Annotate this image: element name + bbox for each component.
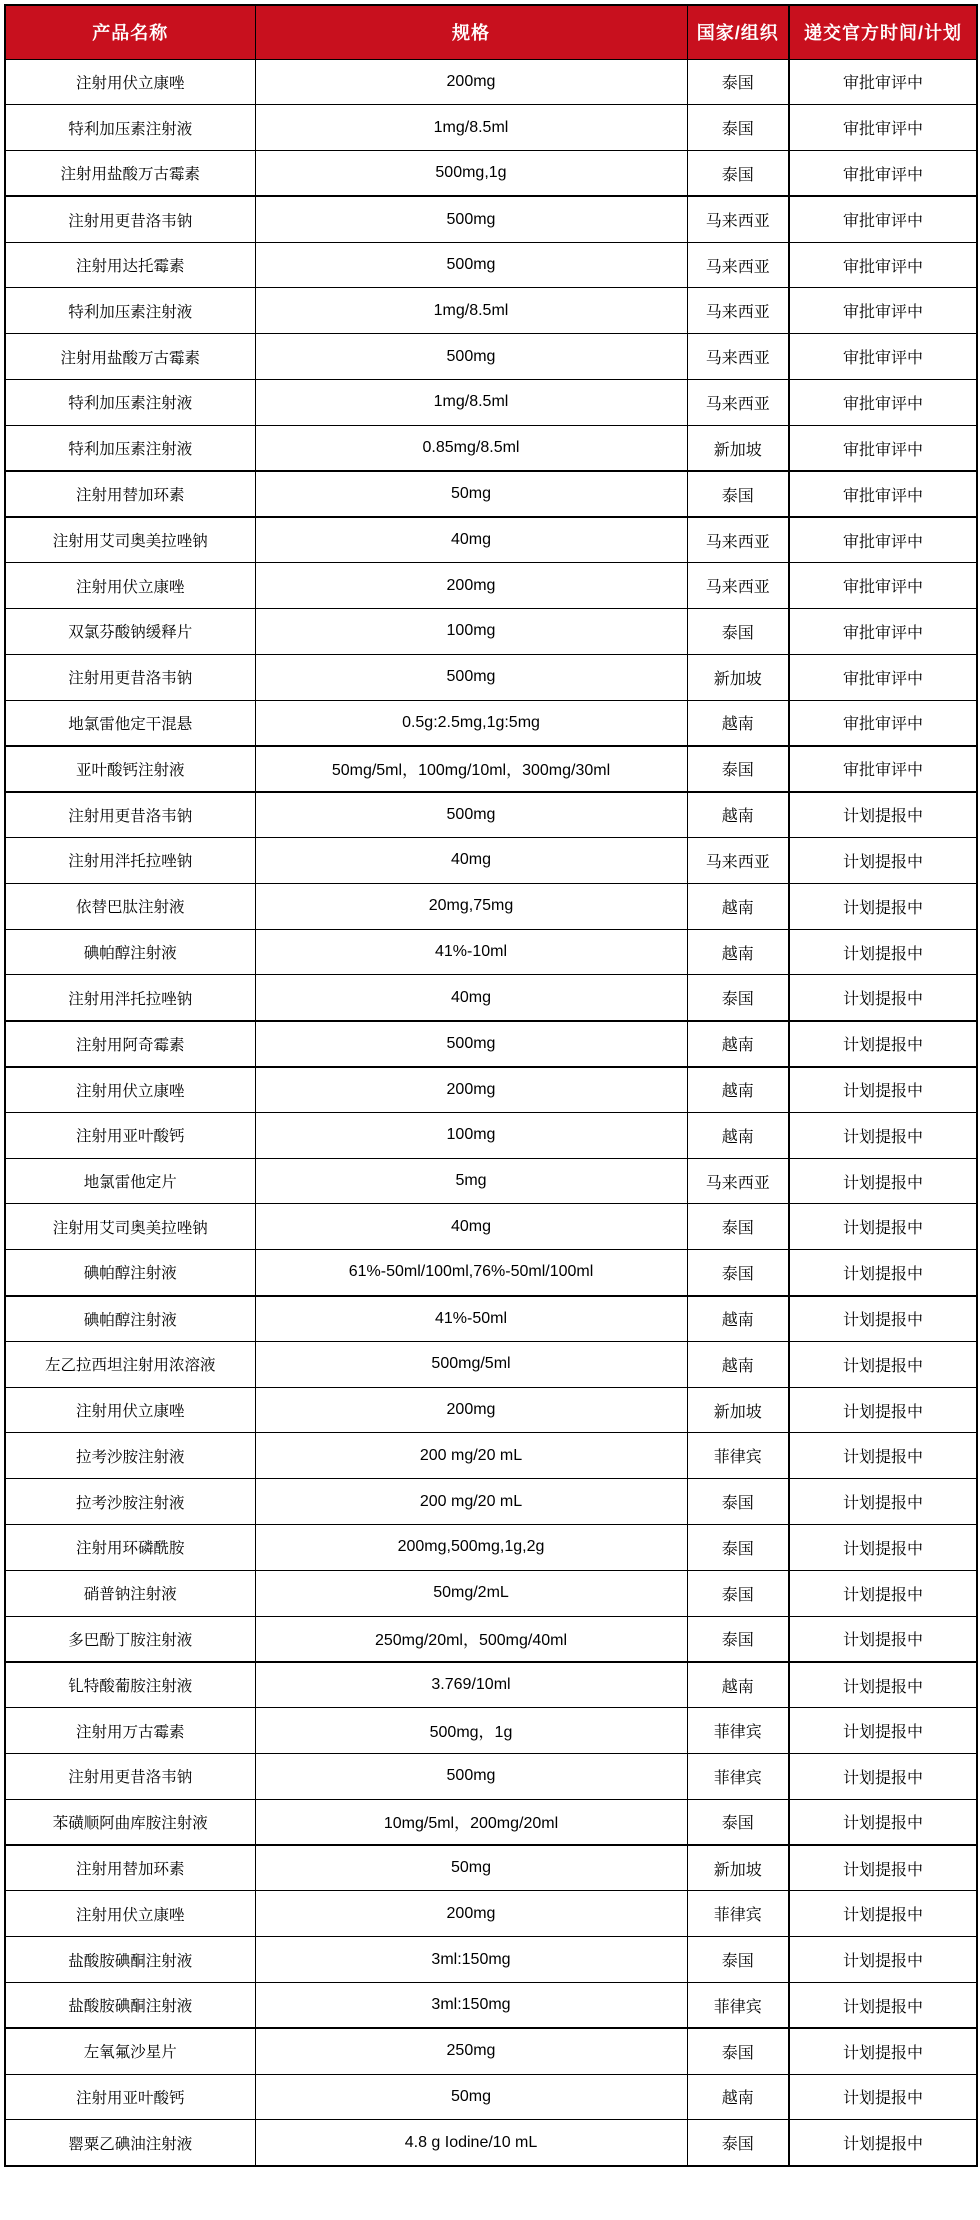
product-name-cell: 盐酸胺碘酮注射液 [5,1937,255,1983]
specification-cell: 200mg [255,1387,687,1433]
specification-cell: 100mg [255,609,687,655]
specification-cell: 50mg [255,1845,687,1891]
country-cell: 泰国 [687,2120,789,2166]
product-name-cell: 碘帕醇注射液 [5,1296,255,1342]
product-name-cell: 拉考沙胺注射液 [5,1479,255,1525]
submission-status-cell: 计划提报中 [789,1891,977,1937]
submission-status-cell: 审批审评中 [789,151,977,197]
submission-status-cell: 计划提报中 [789,1708,977,1754]
table-row [5,1891,977,1937]
submission-status-cell: 计划提报中 [789,1525,977,1571]
country-cell: 新加坡 [687,1845,789,1891]
submission-status-cell: 审批审评中 [789,288,977,334]
product-name-cell: 注射用泮托拉唑钠 [5,838,255,884]
specification-cell: 500mg [255,196,687,242]
specification-cell: 50mg/2mL [255,1570,687,1616]
product-name-cell: 多巴酚丁胺注射液 [5,1616,255,1662]
country-cell: 泰国 [687,1570,789,1616]
country-cell: 马来西亚 [687,196,789,242]
specification-cell: 50mg [255,2074,687,2120]
submission-status-cell: 审批审评中 [789,380,977,426]
product-name-cell: 依替巴肽注射液 [5,883,255,929]
country-cell: 越南 [687,700,789,746]
country-cell: 菲律宾 [687,1708,789,1754]
submission-status-cell: 计划提报中 [789,1753,977,1799]
product-name-cell: 注射用环磷酰胺 [5,1525,255,1571]
country-cell: 越南 [687,2074,789,2120]
country-cell: 菲律宾 [687,1753,789,1799]
country-cell: 菲律宾 [687,1433,789,1479]
specification-cell: 200 mg/20 mL [255,1479,687,1525]
country-cell: 泰国 [687,1799,789,1845]
country-cell: 越南 [687,929,789,975]
table-row [5,746,977,792]
table-row [5,196,977,242]
submission-status-cell: 计划提报中 [789,1158,977,1204]
submission-status-cell: 计划提报中 [789,792,977,838]
product-name-cell: 注射用更昔洛韦钠 [5,792,255,838]
submission-status-cell: 计划提报中 [789,2028,977,2074]
submission-status-cell: 计划提报中 [789,1433,977,1479]
table-row [5,929,977,975]
specification-cell: 200mg [255,1067,687,1113]
specification-cell: 200mg,500mg,1g,2g [255,1525,687,1571]
specification-cell: 500mg，1g [255,1708,687,1754]
table-row [5,380,977,426]
header-row [5,5,977,59]
country-cell: 马来西亚 [687,1158,789,1204]
table-row [5,975,977,1021]
product-name-cell: 注射用伏立康唑 [5,1067,255,1113]
table-row [5,1433,977,1479]
specification-cell: 200 mg/20 mL [255,1433,687,1479]
table-row [5,1341,977,1387]
country-cell: 马来西亚 [687,334,789,380]
specification-cell: 250mg/20ml，500mg/40ml [255,1616,687,1662]
submission-status-cell: 计划提报中 [789,1662,977,1708]
submission-status-cell: 计划提报中 [789,1570,977,1616]
table-row [5,1799,977,1845]
table-row [5,654,977,700]
table-row [5,792,977,838]
submission-status-cell: 计划提报中 [789,1250,977,1296]
table-row [5,1708,977,1754]
country-cell: 泰国 [687,609,789,655]
product-name-cell: 注射用泮托拉唑钠 [5,975,255,1021]
product-name-cell: 特利加压素注射液 [5,425,255,471]
product-name-cell: 注射用更昔洛韦钠 [5,196,255,242]
specification-cell: 20mg,75mg [255,883,687,929]
country-cell: 泰国 [687,1937,789,1983]
table-row [5,1616,977,1662]
submission-status-cell: 计划提报中 [789,975,977,1021]
product-name-cell: 注射用亚叶酸钙 [5,2074,255,2120]
table-row [5,425,977,471]
specification-cell: 1mg/8.5ml [255,105,687,151]
submission-status-cell: 计划提报中 [789,1204,977,1250]
table-row [5,1250,977,1296]
country-cell: 新加坡 [687,654,789,700]
country-cell: 越南 [687,1067,789,1113]
product-name-cell: 注射用阿奇霉素 [5,1021,255,1067]
table-row [5,1753,977,1799]
specification-cell: 40mg [255,1204,687,1250]
product-name-cell: 拉考沙胺注射液 [5,1433,255,1479]
product-name-cell: 注射用盐酸万古霉素 [5,334,255,380]
product-name-cell: 碘帕醇注射液 [5,929,255,975]
product-name-cell: 注射用伏立康唑 [5,59,255,105]
country-cell: 马来西亚 [687,838,789,884]
specification-cell: 200mg [255,563,687,609]
specification-cell: 0.85mg/8.5ml [255,425,687,471]
country-cell: 马来西亚 [687,242,789,288]
submission-status-cell: 审批审评中 [789,700,977,746]
table-row [5,1662,977,1708]
table-row [5,1570,977,1616]
specification-cell: 250mg [255,2028,687,2074]
specification-cell: 500mg [255,334,687,380]
submission-status-cell: 计划提报中 [789,1296,977,1342]
product-name-cell: 注射用更昔洛韦钠 [5,654,255,700]
table-row [5,1845,977,1891]
country-cell: 泰国 [687,105,789,151]
table-row [5,242,977,288]
submission-status-cell: 审批审评中 [789,471,977,517]
country-cell: 越南 [687,1341,789,1387]
table-row [5,1525,977,1571]
specification-cell: 41%-10ml [255,929,687,975]
submission-status-cell: 计划提报中 [789,1021,977,1067]
table-row [5,1296,977,1342]
country-cell: 菲律宾 [687,1982,789,2028]
table-row [5,1112,977,1158]
submission-status-cell: 审批审评中 [789,59,977,105]
product-name-cell: 注射用盐酸万古霉素 [5,151,255,197]
product-name-cell: 左乙拉西坦注射用浓溶液 [5,1341,255,1387]
submission-status-cell: 计划提报中 [789,1387,977,1433]
submission-status-cell: 计划提报中 [789,883,977,929]
product-submission-table [4,4,978,2167]
product-name-cell: 注射用伏立康唑 [5,563,255,609]
table-row [5,2028,977,2074]
country-cell: 泰国 [687,1616,789,1662]
country-cell: 泰国 [687,471,789,517]
specification-cell: 40mg [255,975,687,1021]
product-name-cell: 碘帕醇注射液 [5,1250,255,1296]
product-name-cell: 双氯芬酸钠缓释片 [5,609,255,655]
submission-status-cell: 计划提报中 [789,1799,977,1845]
header-specification: 规格 [255,5,687,59]
country-cell: 马来西亚 [687,288,789,334]
submission-status-cell: 审批审评中 [789,746,977,792]
table-row [5,288,977,334]
submission-status-cell: 审批审评中 [789,563,977,609]
product-name-cell: 盐酸胺碘酮注射液 [5,1982,255,2028]
specification-cell: 0.5g:2.5mg,1g:5mg [255,700,687,746]
country-cell: 新加坡 [687,1387,789,1433]
table-row [5,2074,977,2120]
specification-cell: 50mg/5ml，100mg/10ml，300mg/30ml [255,746,687,792]
table-row [5,1937,977,1983]
country-cell: 菲律宾 [687,1891,789,1937]
table-row [5,59,977,105]
table-row [5,105,977,151]
product-name-cell: 注射用更昔洛韦钠 [5,1753,255,1799]
specification-cell: 500mg [255,1753,687,1799]
table-row [5,1204,977,1250]
country-cell: 越南 [687,792,789,838]
table-body [5,59,977,2166]
product-name-cell: 苯磺顺阿曲库胺注射液 [5,1799,255,1845]
submission-status-cell: 审批审评中 [789,654,977,700]
submission-status-cell: 计划提报中 [789,1067,977,1113]
specification-cell: 1mg/8.5ml [255,380,687,426]
table-row [5,883,977,929]
country-cell: 泰国 [687,1250,789,1296]
specification-cell: 500mg [255,654,687,700]
submission-status-cell: 计划提报中 [789,1616,977,1662]
product-name-cell: 注射用伏立康唑 [5,1387,255,1433]
product-name-cell: 亚叶酸钙注射液 [5,746,255,792]
country-cell: 泰国 [687,1525,789,1571]
submission-status-cell: 审批审评中 [789,105,977,151]
submission-status-cell: 审批审评中 [789,334,977,380]
header-product-name: 产品名称 [5,5,255,59]
country-cell: 越南 [687,1662,789,1708]
country-cell: 泰国 [687,975,789,1021]
submission-status-cell: 计划提报中 [789,1479,977,1525]
submission-status-cell: 审批审评中 [789,609,977,655]
product-name-cell: 注射用亚叶酸钙 [5,1112,255,1158]
table-row [5,563,977,609]
submission-status-cell: 计划提报中 [789,1845,977,1891]
submission-status-cell: 计划提报中 [789,2074,977,2120]
product-name-cell: 特利加压素注射液 [5,380,255,426]
table-row [5,838,977,884]
country-cell: 马来西亚 [687,563,789,609]
product-name-cell: 注射用艾司奥美拉唑钠 [5,1204,255,1250]
product-name-cell: 左氧氟沙星片 [5,2028,255,2074]
country-cell: 泰国 [687,746,789,792]
specification-cell: 500mg [255,792,687,838]
product-name-cell: 注射用万古霉素 [5,1708,255,1754]
table-row [5,1479,977,1525]
product-name-cell: 特利加压素注射液 [5,105,255,151]
product-name-cell: 硝普钠注射液 [5,1570,255,1616]
product-name-cell: 注射用达托霉素 [5,242,255,288]
specification-cell: 1mg/8.5ml [255,288,687,334]
country-cell: 越南 [687,1021,789,1067]
product-name-cell: 注射用艾司奥美拉唑钠 [5,517,255,563]
submission-status-cell: 计划提报中 [789,1937,977,1983]
product-name-cell: 注射用替加环素 [5,1845,255,1891]
specification-cell: 500mg [255,1021,687,1067]
specification-cell: 41%-50ml [255,1296,687,1342]
product-name-cell: 注射用伏立康唑 [5,1891,255,1937]
product-name-cell: 特利加压素注射液 [5,288,255,334]
table-row [5,1067,977,1113]
country-cell: 泰国 [687,59,789,105]
product-name-cell: 罂粟乙碘油注射液 [5,2120,255,2166]
specification-cell: 3ml:150mg [255,1937,687,1983]
country-cell: 新加坡 [687,425,789,471]
product-name-cell: 钆特酸葡胺注射液 [5,1662,255,1708]
specification-cell: 3.769/10ml [255,1662,687,1708]
country-cell: 泰国 [687,2028,789,2074]
table-row [5,151,977,197]
header-country-organization: 国家/组织 [687,5,789,59]
submission-status-cell: 审批审评中 [789,242,977,288]
specification-cell: 100mg [255,1112,687,1158]
specification-cell: 5mg [255,1158,687,1204]
table-row [5,1982,977,2028]
table-row [5,1021,977,1067]
specification-cell: 10mg/5ml，200mg/20ml [255,1799,687,1845]
country-cell: 泰国 [687,1479,789,1525]
product-name-cell: 地氯雷他定干混悬 [5,700,255,746]
table-row [5,700,977,746]
specification-cell: 40mg [255,517,687,563]
specification-cell: 4.8 g Iodine/10 mL [255,2120,687,2166]
product-name-cell: 地氯雷他定片 [5,1158,255,1204]
submission-status-cell: 计划提报中 [789,1341,977,1387]
specification-cell: 3ml:150mg [255,1982,687,2028]
submission-status-cell: 审批审评中 [789,517,977,563]
specification-cell: 500mg/5ml [255,1341,687,1387]
table-row [5,517,977,563]
table-row [5,471,977,517]
country-cell: 泰国 [687,151,789,197]
table-row [5,2120,977,2166]
country-cell: 马来西亚 [687,380,789,426]
specification-cell: 200mg [255,59,687,105]
country-cell: 马来西亚 [687,517,789,563]
product-name-cell: 注射用替加环素 [5,471,255,517]
submission-status-cell: 计划提报中 [789,838,977,884]
specification-cell: 500mg [255,242,687,288]
country-cell: 越南 [687,1296,789,1342]
submission-status-cell: 审批审评中 [789,425,977,471]
submission-status-cell: 审批审评中 [789,196,977,242]
specification-cell: 61%-50ml/100ml,76%-50ml/100ml [255,1250,687,1296]
table-row [5,1387,977,1433]
specification-cell: 50mg [255,471,687,517]
submission-status-cell: 计划提报中 [789,1982,977,2028]
submission-status-cell: 计划提报中 [789,929,977,975]
header-submission-time-plan: 递交官方时间/计划 [789,5,977,59]
specification-cell: 200mg [255,1891,687,1937]
country-cell: 越南 [687,1112,789,1158]
submission-status-cell: 计划提报中 [789,1112,977,1158]
country-cell: 泰国 [687,1204,789,1250]
submission-status-cell: 计划提报中 [789,2120,977,2166]
table-row [5,334,977,380]
country-cell: 越南 [687,883,789,929]
specification-cell: 500mg,1g [255,151,687,197]
table-row [5,609,977,655]
specification-cell: 40mg [255,838,687,884]
table-row [5,1158,977,1204]
